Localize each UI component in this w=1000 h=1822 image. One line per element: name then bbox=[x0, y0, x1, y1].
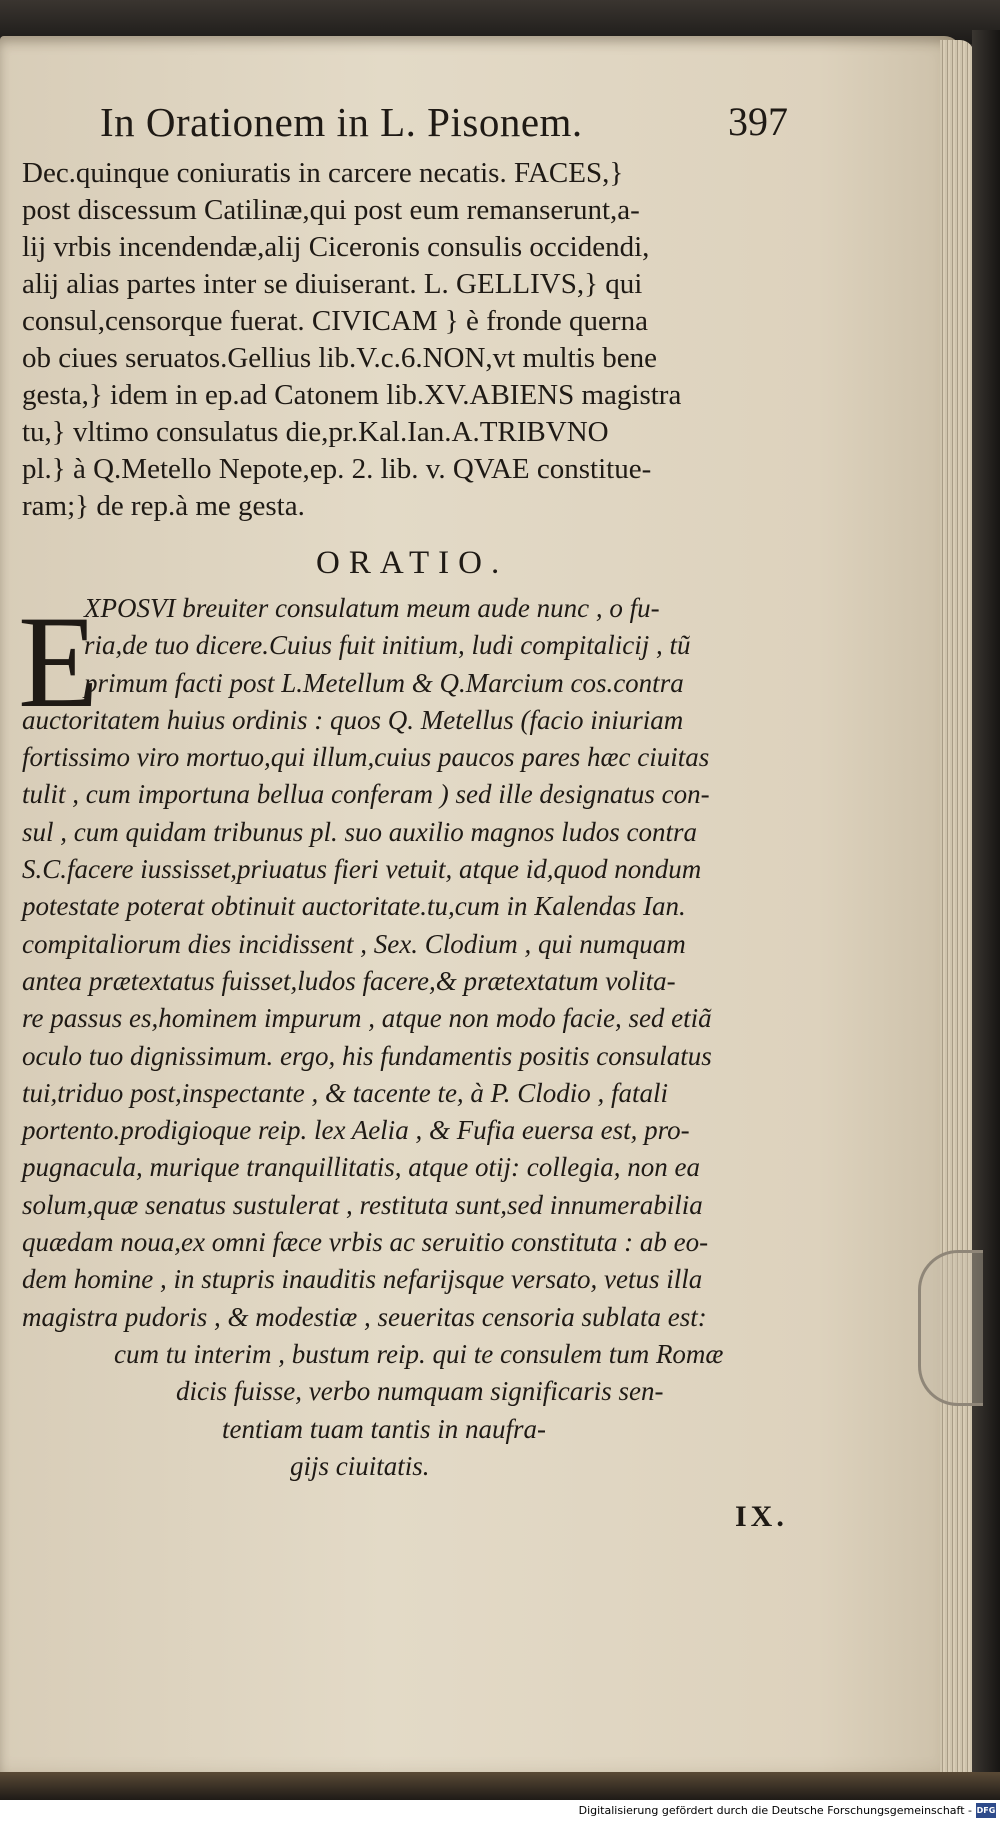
note-line: tu,} vltimo consulatus die,pr.Kal.Ian.A.TRIBVNO bbox=[22, 416, 609, 448]
text-line: tui,triduo post,inspectante , & tacente te, à P. Clodio , fatali bbox=[22, 1077, 668, 1108]
text-line: cum tu interim , bustum reip. qui te consulem tum Romæ bbox=[114, 1338, 724, 1369]
note-line: Dec.quinque coniuratis in carcere necatis. FACES,} bbox=[22, 157, 624, 189]
note-line: ob ciues seruatos.Gellius lib.V.c.6.NON,vt multis bene bbox=[22, 342, 657, 374]
page-fore-edge bbox=[940, 40, 974, 1780]
section-heading: ORATIO. bbox=[316, 545, 509, 581]
text-line: magistra pudoris , & modestiæ , seueritas censoria sublata est: bbox=[22, 1301, 707, 1332]
text-line: S.C.facere iussisset,priuatus fieri vetuit, atque id,quod nondum bbox=[22, 854, 702, 885]
text-line: oculo tuo dignissimum. ergo, his fundamentis positis consulatus bbox=[22, 1040, 712, 1071]
text-line: fortissimo viro mortuo,qui illum,cuius paucos pares hæc ciuitas bbox=[22, 742, 710, 773]
commentary-notes bbox=[22, 155, 822, 525]
text-line: gijs ciuitatis. bbox=[290, 1450, 430, 1481]
text-line: tentiam tuam tantis in naufra- bbox=[222, 1413, 546, 1444]
page-number: 397 bbox=[728, 99, 788, 144]
text-line: dicis fuisse, verbo numquam significaris sen- bbox=[176, 1376, 664, 1407]
oratio-text bbox=[22, 590, 824, 1485]
catchword: IX. bbox=[735, 1500, 788, 1533]
text-line: sul , cum quidam tribunus pl. suo auxilio magnos ludos contra bbox=[22, 816, 698, 847]
dfg-logo: DFG bbox=[976, 1803, 996, 1818]
text-line: ria,de tuo dicere.Cuius fuit initium, ludi compitalicij , tũ bbox=[84, 630, 691, 661]
book-cover-edge bbox=[972, 30, 1000, 1790]
note-line: lij vrbis incendendæ,alij Ciceronis consulis occidendi, bbox=[22, 231, 650, 263]
text-line: XPOSVI breuiter consulatum meum aude nunc , o fu- bbox=[84, 593, 660, 623]
page-clip bbox=[918, 1250, 983, 1406]
text-line: tulit , cum importuna bellua conferam ) sed ille designatus con- bbox=[22, 779, 710, 810]
note-line: pl.} à Q.Metello Nepote,ep. 2. lib. v. QVAE constitue- bbox=[22, 453, 652, 485]
text-line: primum facti post L.Metellum & Q.Marcium cos.contra bbox=[84, 667, 684, 698]
footer-credit: Digitalisierung gefördert durch die Deutsche Forschungsgemeinschaft - bbox=[578, 1804, 972, 1817]
text-line: quædam noua,ex omni fæce vrbis ac seruitio constituta : ab eo- bbox=[22, 1227, 709, 1258]
text-line: dem homine , in stupris inauditis nefarijsque versato, vetus illa bbox=[22, 1264, 703, 1295]
text-line: potestate poterat obtinuit auctoritate.tu,cum in Kalendas Ian. bbox=[22, 891, 686, 922]
note-line: gesta,} idem in ep.ad Catonem lib.XV.ABIENS magistra bbox=[22, 379, 682, 411]
note-line: post discessum Catilinæ,qui post eum remanserunt,a- bbox=[22, 194, 640, 226]
footer-bar bbox=[0, 1800, 1000, 1822]
text-line: solum,quæ senatus sustulerat , restituta sunt,sed innumerabilia bbox=[22, 1189, 703, 1220]
text-line: re passus es,hominem impurum , atque non modo facie, sed etiã bbox=[22, 1003, 712, 1034]
drop-cap: E bbox=[18, 588, 99, 735]
book-bottom-edge bbox=[0, 1772, 1000, 1800]
running-head: In Orationem in L. Pisonem. bbox=[100, 99, 583, 145]
note-line: ram;} de rep.à me gesta. bbox=[22, 490, 305, 522]
note-line: alij alias partes inter se diuiserant. L. GELLIVS,} qui bbox=[22, 268, 643, 300]
text-line: compitaliorum dies incidissent , Sex. Clodium , qui numquam bbox=[22, 928, 686, 959]
text-line: auctoritatem huius ordinis : quos Q. Metellus (facio iniuriam bbox=[22, 704, 684, 735]
text-line: portento.prodigioque reip. lex Aelia , & Fufia euersa est, pro- bbox=[22, 1115, 690, 1146]
note-line: consul,censorque fuerat. CIVICAM } è fronde querna bbox=[22, 305, 648, 337]
text-line: antea prætextatus fuisset,ludos facere,& prætextatum volita- bbox=[22, 965, 676, 996]
text-line: pugnacula, murique tranquillitatis, atque otij: collegia, non ea bbox=[22, 1152, 700, 1183]
